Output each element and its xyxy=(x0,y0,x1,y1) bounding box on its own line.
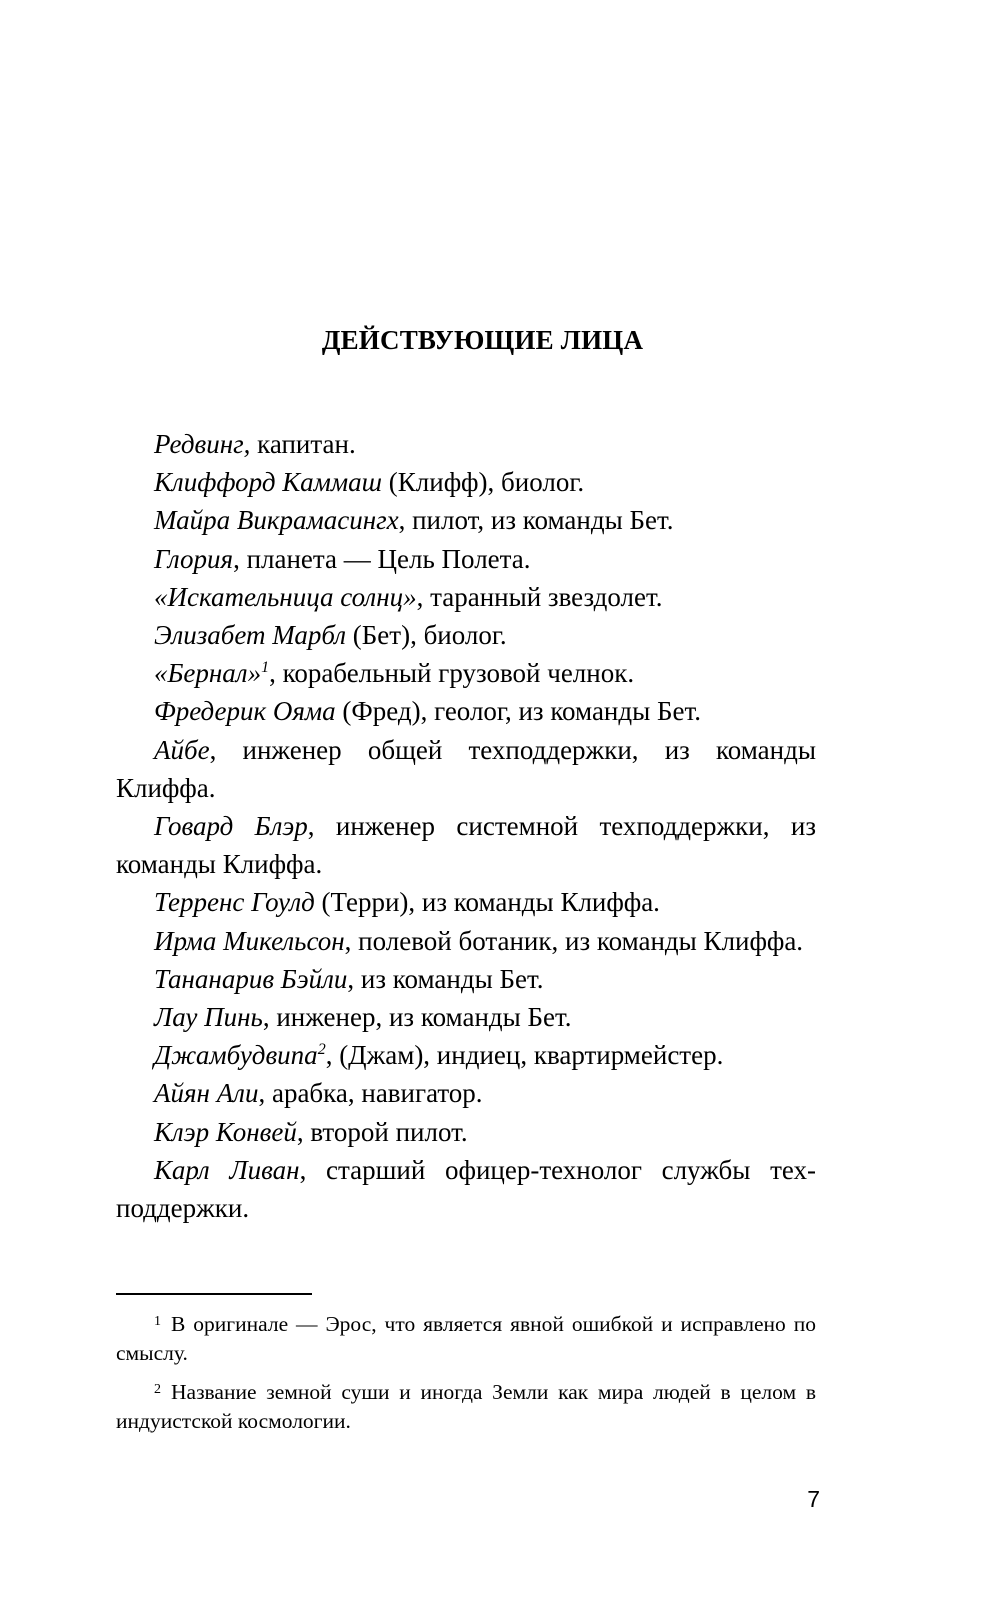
cast-item-lau-ping xyxy=(116,998,816,1036)
character-description: , инженер общей техподдержки, из команды Клиффа. xyxy=(116,734,816,803)
footnotes xyxy=(116,1308,816,1444)
cast-item-frederick xyxy=(116,692,816,730)
character-name: Редвинг, xyxy=(154,429,251,459)
character-name: Клэр Конвей xyxy=(154,1116,297,1147)
cast-item-sunseeker xyxy=(116,578,816,616)
cast-item-karl xyxy=(116,1151,816,1227)
character-name: Айян Али xyxy=(154,1078,259,1109)
character-name: Клиффорд Каммаш xyxy=(154,467,383,498)
cast-item-terrence xyxy=(116,883,816,921)
character-name: Лау Пинь xyxy=(154,1002,263,1033)
character-description: , инженер системной техподдержки, из команды Клиффа. xyxy=(116,811,816,880)
character-description: , планета — Цель Полета. xyxy=(233,543,531,574)
character-name: Терренс Гоулд xyxy=(154,887,315,918)
cast-item-elizabeth xyxy=(116,616,816,654)
character-name: Карл Ливан xyxy=(154,1154,300,1185)
cast-item-jambudvipa xyxy=(116,1036,816,1074)
character-description: , второй пилот. xyxy=(296,1116,468,1147)
character-description: , таранный звездолет. xyxy=(416,581,663,612)
footnote-ref: 1 xyxy=(261,659,270,677)
footnote-text: В оригинале — Эрос, что является явной ошибкой и исправлено по смыслу. xyxy=(116,1312,816,1365)
character-name: Айбе xyxy=(154,734,210,765)
footnote-text: Название земной суши и иногда Земли как мира людей в целом в индуистской космологии. xyxy=(116,1380,816,1433)
page-title: ДЕЙСТВУЮЩИЕ ЛИЦА xyxy=(321,325,644,355)
footnote-ref: 2 xyxy=(317,1041,326,1059)
character-name: Майра Викрамасингх xyxy=(154,505,399,536)
character-description: капитан. xyxy=(250,429,356,459)
character-description: , (Джам), индиец, квартирмейстер. xyxy=(325,1040,724,1071)
cast-item-cliff xyxy=(116,463,816,501)
character-name: Фредерик Ояма xyxy=(154,696,336,727)
character-description: , из команды Бет. xyxy=(347,963,544,994)
character-name: Джамбудвипа xyxy=(154,1040,318,1071)
character-description: , инженер, из команды Бет. xyxy=(262,1002,572,1033)
cast-item-clair xyxy=(116,1113,816,1151)
cast-item-howard xyxy=(116,807,816,883)
character-name: Глория xyxy=(154,543,234,574)
character-name: Говард Блэр xyxy=(154,811,308,842)
cast-item-aybe xyxy=(116,731,816,807)
character-name: Тананарив Бэйли xyxy=(154,963,348,994)
character-description: , корабельный грузовой челнок. xyxy=(269,658,635,689)
cast-item-mayra xyxy=(116,501,816,539)
character-description: , пилот, из команды Бет. xyxy=(398,505,674,536)
cast-list xyxy=(116,425,816,1227)
character-description: (Фред), геолог, из команды Бет. xyxy=(335,696,702,727)
footnote-1 xyxy=(116,1308,816,1367)
cast-item-bernal xyxy=(116,654,816,692)
character-description: , арабка, навигатор. xyxy=(258,1078,483,1109)
cast-item-ayan-ali xyxy=(116,1074,816,1112)
character-description: (Бет), биолог. xyxy=(346,620,507,651)
character-description: (Клифф), биолог. xyxy=(382,467,585,498)
character-name: Элизабет Марбл xyxy=(154,620,347,651)
cast-item-tananarive xyxy=(116,960,816,998)
footnote-mark: 1 xyxy=(154,1314,161,1329)
character-description: (Терри), из команды Клиффа. xyxy=(314,887,660,918)
character-description: , полевой ботаник, из команды Клиффа. xyxy=(344,925,804,956)
cast-item-gloria xyxy=(116,540,816,578)
character-description: , старший офицер-технолог службы техподдержки. xyxy=(116,1154,816,1224)
footnote-mark: 2 xyxy=(154,1382,161,1397)
page-number: 7 xyxy=(807,1486,820,1512)
cast-item-irma xyxy=(116,922,816,960)
footnote-2 xyxy=(116,1376,816,1435)
cast-item-redwing xyxy=(116,425,816,463)
character-name: «Искательница солнц» xyxy=(154,581,417,612)
footnote-divider xyxy=(116,1293,312,1295)
character-name: Ирма Микельсон xyxy=(154,925,345,956)
character-name: «Бернал» xyxy=(154,658,262,689)
